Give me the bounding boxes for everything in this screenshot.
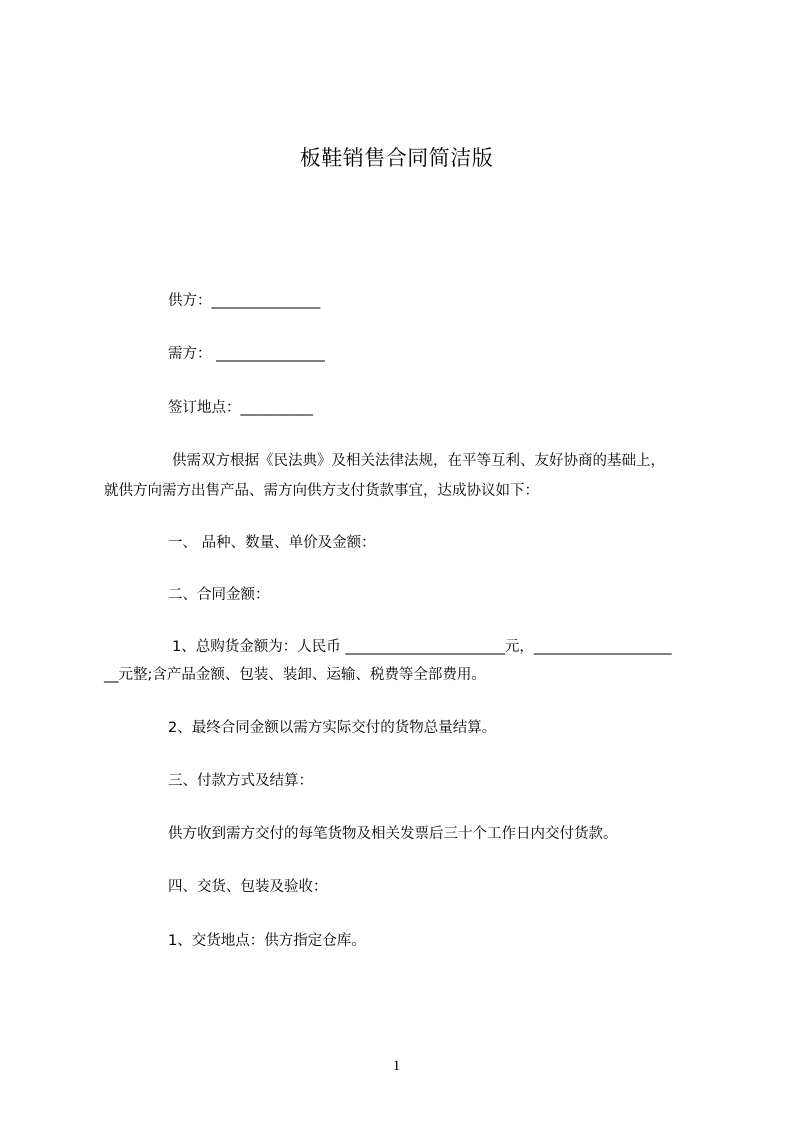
buyer-line: 需方： _______________ [168,346,325,362]
item-4-1: 1、交货地点：供方指定仓库。 [168,933,366,949]
item-2-1-line-2: __元整;含产品金额、包装、装卸、运输、税费等全部费用。 [104,667,486,683]
intro-paragraph-line-1: 供需双方根据《民法典》及相关法律法规，在平等互利、友好协商的基础上， [172,453,665,469]
item-2-1-line-1: 1、总购货金额为：人民币 ______________________元，___________________ [172,639,672,655]
section-2-heading: 二、合同金额： [168,587,270,603]
payment-terms-text: 供方收到需方交付的每笔货物及相关发票后三十个工作日内交付货款。 [168,826,618,842]
section-1-heading: 一、 品种、数量、单价及金额： [168,535,376,551]
section-3-heading: 三、付款方式及结算： [168,773,313,789]
page-number: 1 [392,1058,401,1074]
item-2-2: 2、最终合同金额以需方实际交付的货物总量结算。 [168,720,497,736]
section-4-heading: 四、交货、包装及验收： [168,879,328,895]
signing-place-line: 签订地点：__________ [168,400,313,416]
document-title: 板鞋销售合同简洁版 [299,146,494,170]
supplier-line: 供方：_______________ [168,293,321,309]
intro-paragraph-line-2: 就供方向需方出售产品、需方向供方支付货款事宜，达成协议如下： [104,483,539,499]
